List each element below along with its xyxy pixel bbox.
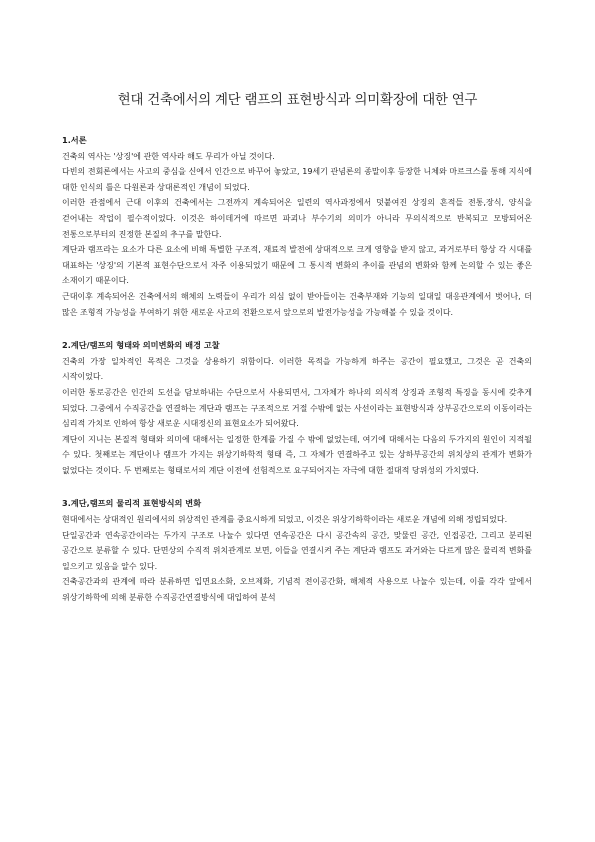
paragraph: 다빈의 전회론에서는 사고의 중심을 신에서 인간으로 바꾸어 놓았고, 19세기 관념론의 종말이후 등장한 니체와 마르크스를 통해 지식에 대한 인식의 틀은 다원론과 상대론적인 개념이 되었다. [62, 167, 532, 192]
paper-title: 현대 건축에서의 계단 램프의 표현방식과 의미확장에 대한 연구 [117, 93, 478, 108]
paragraph: 건축공간과의 관계에 따라 분류하면 입면요소화, 오브제화, 기념적 전이공간화, 해체적 사용으로 나눌수 있는데, 이를 각각 앞에서 위상기하학에 의해 분류한 수직공간연결방식에 대입하여 분석 [62, 577, 532, 603]
paragraph: 단일공간과 연속공간이라는 두가지 구조로 나눌수 있다면 연속공간은 다시 공간속의 공간, 맞물린 공간, 인접공간, 그리고 분리된 공간으로 분류할 수 있다. 단면상의 수직적 위치관계로 보면, 이들을 연결시켜 주는 계단과 램프도 과거와는 다르게 많은 물리적 변화를 일으키고 있음을 알수 있다. [62, 530, 532, 571]
section-background [62, 338, 532, 478]
section-heading: 1.서론 [62, 135, 87, 145]
section-heading: 3.계단,램프의 물리적 표현방식의 변화 [62, 498, 202, 509]
section-physical-expression [62, 496, 532, 605]
section-spacer [62, 478, 532, 496]
section-spacer [62, 320, 532, 338]
paragraph: 건축의 가장 일차적인 목적은 그것을 상용하기 위함이다. 이러한 목적을 가능하게 하주는 공간이 필요했고, 그것은 곧 건축의 시작이었다. [62, 356, 532, 382]
section-introduction [62, 133, 532, 320]
paragraph: 이러한 통로공간은 인간의 도선을 담보하내는 수단으로서 사용되면서, 그자체가 하나의 의식적 상징과 조형적 특징을 동시에 갖추게 되었다. 그중에서 수직공간을 연결하는 계단과 램프는 구조적으로 거절 수밖에 없는 사선이라는 표현방식과 상부공간으로의 이동이라는 심리적 가치로 인하여 항상 새로운 시대정신의 표현요소가 되어왔다. [62, 387, 532, 429]
paragraph: 이러한 관점에서 근대 이후의 건축에서는 그전까지 계속되어온 일련의 역사과정에서 덧붙여진 상징의 흔적들 전통,장식, 양식을 걷어내는 작업이 필수적이었다. 이것은 하이데거에 따르면 파괴나 부수기의 의미가 아니라 무의식적으로 반복되고 모방되어온 전통으로부터의 진정한 본질의 추구를 말한다. [62, 198, 532, 239]
section-heading: 2.계단/램프의 형태와 의미변화의 배경 고찰 [62, 340, 220, 351]
paragraph: 현대에서는 상대적인 원리에서의 위상적인 관계를 중요시하게 되었고, 이것은 위상기하학이라는 새로운 개념에 의해 정립되었다. [62, 515, 508, 525]
paragraph: 근대이후 계속되어온 건축에서의 해체의 노력들이 우리가 의심 없이 받아들이는 건축부재와 기능의 일대일 대응관계에서 벗어나, 더 많은 조형적 가능성을 부여하기 위한 새로운 사고의 전환으로서 앞으로의 발전가능성을 가능해볼 수 있을 것이다. [62, 291, 532, 317]
paragraph: 계단이 지니는 본질적 형태와 의미에 대해서는 일정한 한계를 가질 수 밖에 없었는데, 여기에 대해서는 다음의 두가지의 원인이 지적될 수 있다. 첫째로는 계단이나 램프가 가지는 위상기하학적 형태 즉, 그 자체가 연결하주고 있는 상하부공간의 위치상의 관계가 변화가 없었다는 것이다. 두 번째로는 형태로서의 계단 이전에 선험적으로 요구되어지는 자극에 대한 절대적 당위성의 가치였다. [62, 434, 532, 475]
paragraph: 건축의 역사는 '상징'에 관한 역사라 해도 무리가 아닐 것이다. [62, 151, 275, 161]
paper-body [62, 133, 532, 606]
paragraph: 계단과 램프라는 요소가 다른 요소에 비해 특별한 구조적, 재료적 발전에 상대적으로 크게 영향을 받지 않고, 과거로부터 항상 각 시대를 대표하는 '상징'의 기본적 표현수단으로서 자주 이용되었기 때문에 그 통시적 변화의 추이를 관념의 변화와 함께 논의할 수 있는 좋은 소재이기 때문이다. [62, 245, 532, 286]
